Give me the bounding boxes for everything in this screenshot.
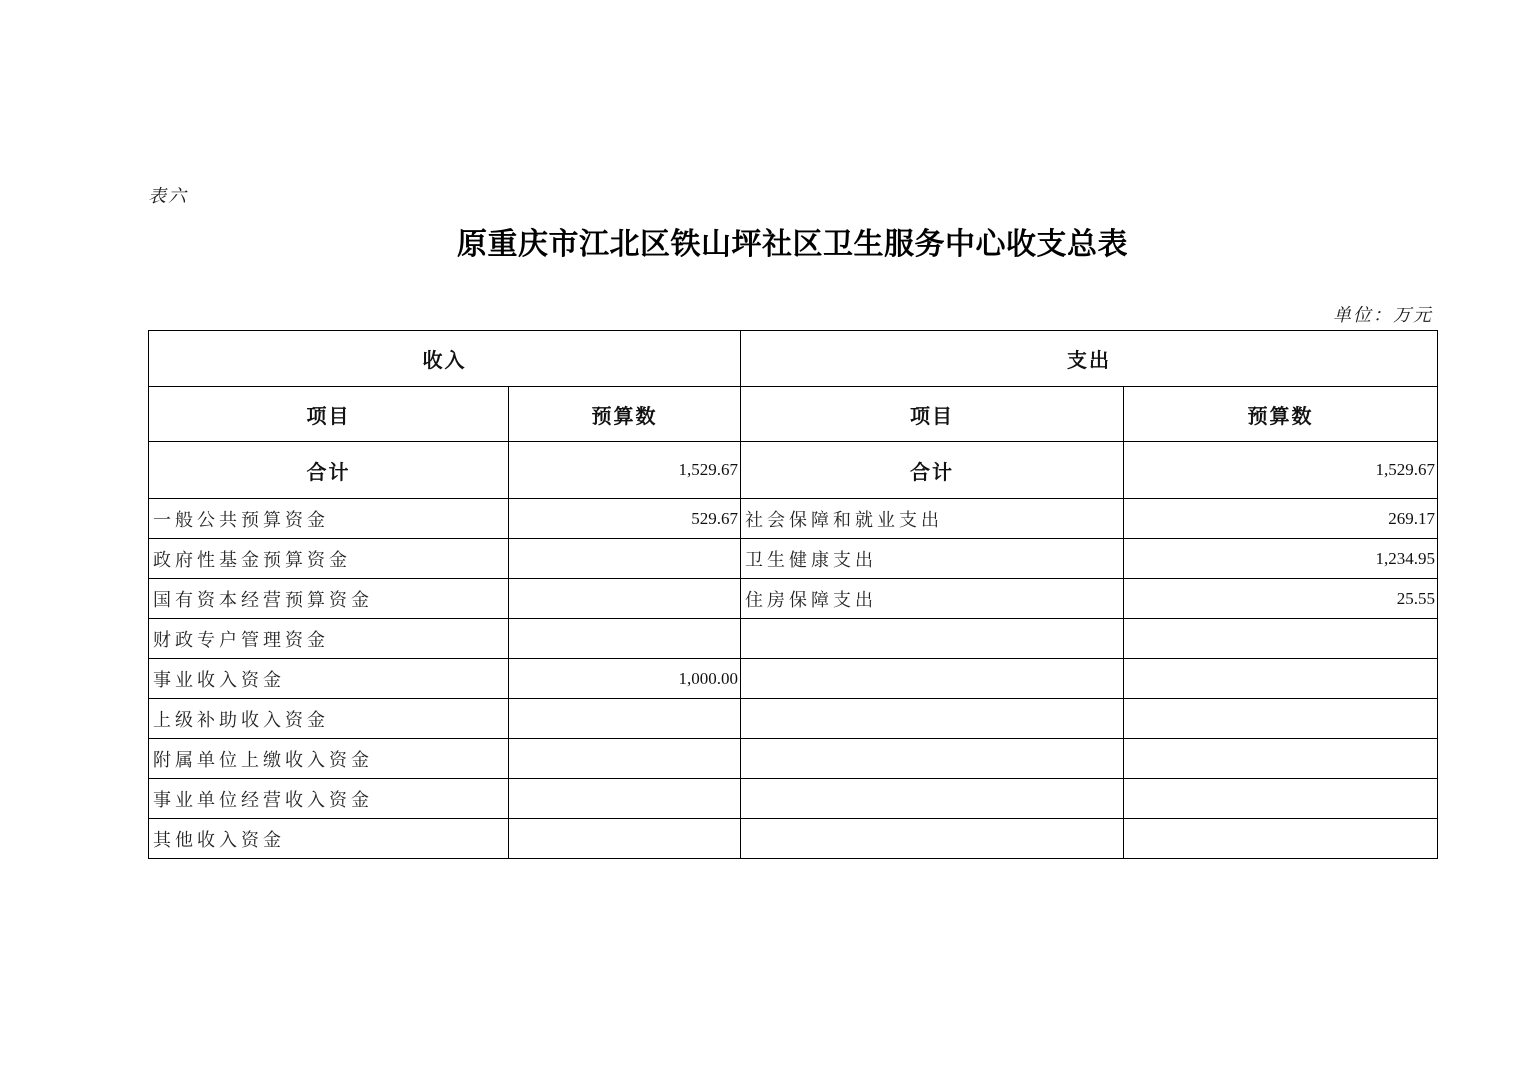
page-title: 原重庆市江北区铁山坪社区卫生服务中心收支总表 — [457, 228, 1128, 261]
expense-item-cell — [741, 619, 1124, 659]
table-row — [149, 659, 1438, 699]
income-budget-column-header: 预算数 — [509, 387, 741, 442]
unit-label: 单位：万元 — [1333, 305, 1433, 325]
section-header-row — [149, 331, 1438, 387]
table-row — [149, 699, 1438, 739]
income-expense-table — [148, 330, 1438, 859]
expense-item-cell: 住房保障支出 — [741, 579, 1124, 619]
income-value-cell: 1,000.00 — [509, 659, 741, 699]
income-value-cell — [509, 819, 741, 859]
expense-item-cell — [741, 699, 1124, 739]
column-header-row — [149, 387, 1438, 442]
income-value-cell — [509, 539, 741, 579]
expense-value-cell — [1124, 739, 1438, 779]
table-row — [149, 819, 1438, 859]
income-item-cell: 一般公共预算资金 — [149, 499, 509, 539]
income-value-cell — [509, 579, 741, 619]
table-row — [149, 779, 1438, 819]
income-section-header: 收入 — [149, 331, 741, 387]
expense-value-cell — [1124, 699, 1438, 739]
income-item-cell: 事业单位经营收入资金 — [149, 779, 509, 819]
income-value-cell — [509, 619, 741, 659]
expense-item-cell: 社会保障和就业支出 — [741, 499, 1124, 539]
expense-value-cell: 269.17 — [1124, 499, 1438, 539]
expense-value-cell — [1124, 619, 1438, 659]
income-value-cell — [509, 699, 741, 739]
expense-item-column-header: 项目 — [741, 387, 1124, 442]
table-row — [149, 579, 1438, 619]
income-item-cell: 国有资本经营预算资金 — [149, 579, 509, 619]
income-value-cell — [509, 739, 741, 779]
table-row — [149, 499, 1438, 539]
table-row — [149, 619, 1438, 659]
expense-item-cell — [741, 659, 1124, 699]
expense-item-cell — [741, 739, 1124, 779]
table-number-label: 表六 — [148, 186, 188, 206]
income-item-cell: 附属单位上缴收入资金 — [149, 739, 509, 779]
expense-section-header: 支出 — [741, 331, 1438, 387]
expense-value-cell: 25.55 — [1124, 579, 1438, 619]
income-total-label-cell: 合计 — [149, 442, 509, 499]
expense-item-cell — [741, 819, 1124, 859]
expense-value-cell — [1124, 819, 1438, 859]
income-value-cell: 529.67 — [509, 499, 741, 539]
income-item-cell: 事业收入资金 — [149, 659, 509, 699]
expense-item-cell — [741, 779, 1124, 819]
expense-value-cell — [1124, 779, 1438, 819]
expense-value-cell — [1124, 659, 1438, 699]
table-row — [149, 739, 1438, 779]
income-item-cell: 上级补助收入资金 — [149, 699, 509, 739]
income-item-cell: 其他收入资金 — [149, 819, 509, 859]
expense-total-label-cell: 合计 — [741, 442, 1124, 499]
income-value-cell — [509, 779, 741, 819]
income-item-cell: 政府性基金预算资金 — [149, 539, 509, 579]
table-row — [149, 539, 1438, 579]
expense-value-cell: 1,234.95 — [1124, 539, 1438, 579]
total-row — [149, 442, 1438, 499]
income-item-cell: 财政专户管理资金 — [149, 619, 509, 659]
expense-item-cell: 卫生健康支出 — [741, 539, 1124, 579]
expense-budget-column-header: 预算数 — [1124, 387, 1438, 442]
expense-total-value-cell: 1,529.67 — [1124, 442, 1438, 499]
income-total-value-cell: 1,529.67 — [509, 442, 741, 499]
income-item-column-header: 项目 — [149, 387, 509, 442]
